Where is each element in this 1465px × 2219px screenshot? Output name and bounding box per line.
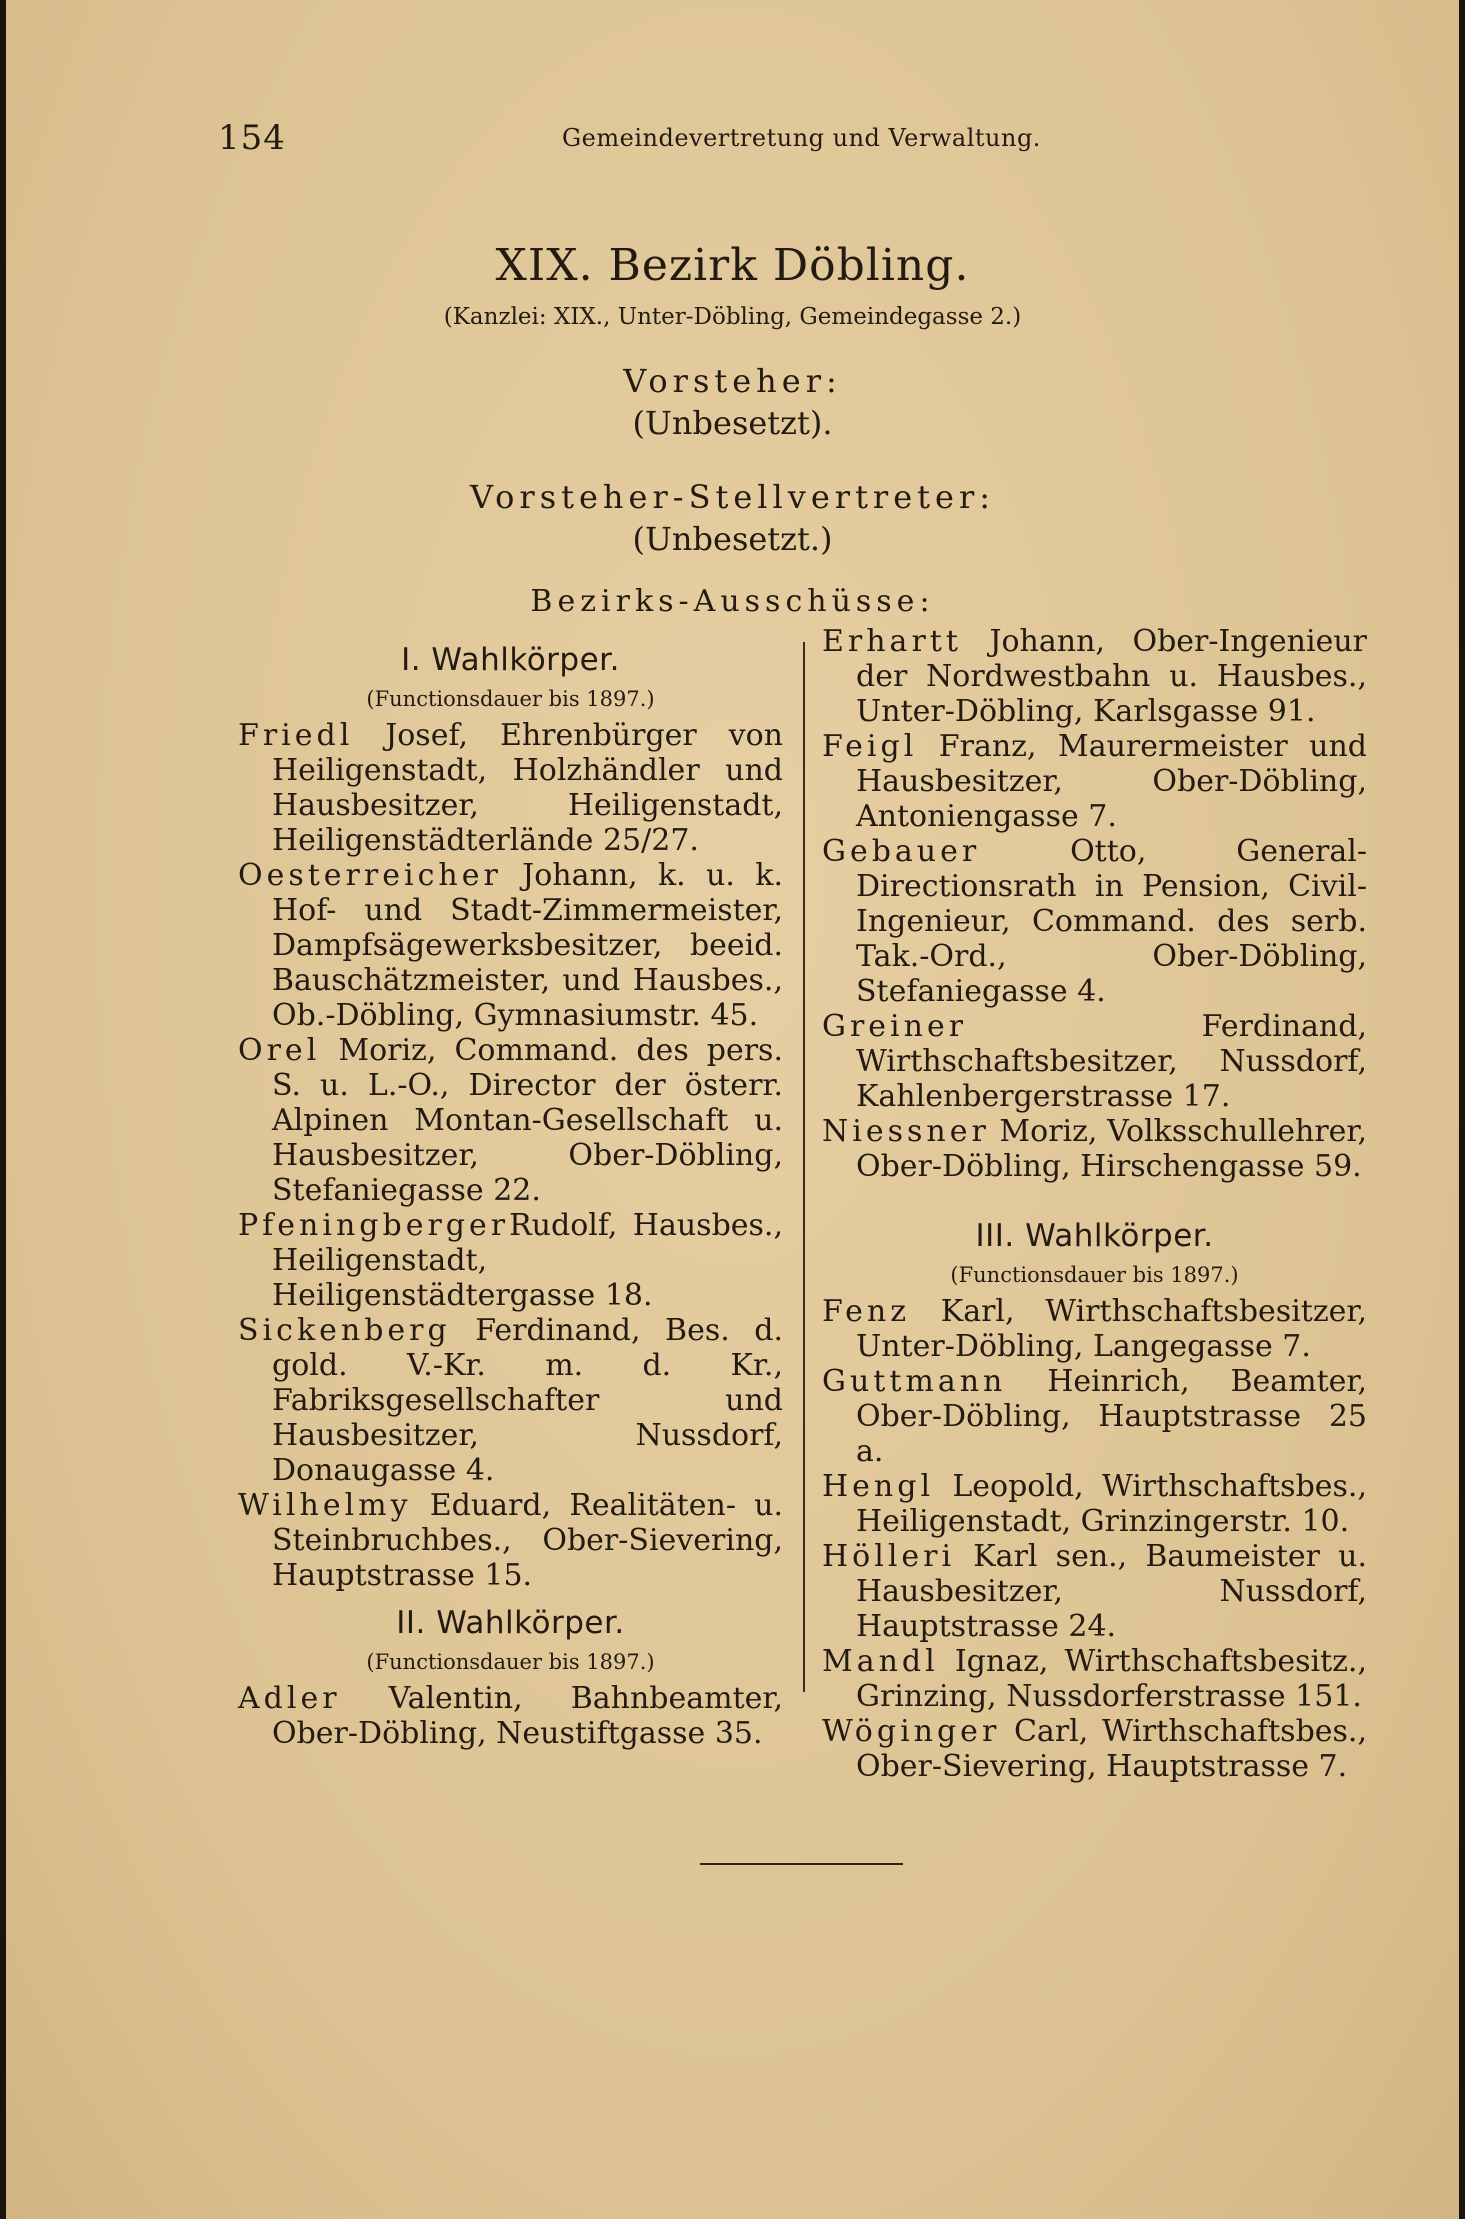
member-details: Josef, Ehrenbürger von Heiligenstadt, Holzhändler und Hausbesitzer, Heiligenstadt, Heiligenstädterlände 25/27. bbox=[272, 718, 783, 858]
list-item bbox=[238, 718, 783, 858]
member-name: Oesterreicher bbox=[238, 858, 502, 893]
member-name: Gebauer bbox=[822, 834, 981, 869]
stellvertreter-value: (Unbesetzt.) bbox=[632, 520, 833, 558]
member-name: Hölleri bbox=[822, 1539, 956, 1574]
right-column bbox=[822, 624, 1367, 1784]
book-page bbox=[6, 0, 1459, 2219]
list-item bbox=[822, 624, 1367, 729]
column-divider bbox=[803, 642, 805, 1692]
member-details: Valentin, Bahnbeamter, Ober-Döbling, Neustiftgasse 35. bbox=[272, 1681, 783, 1751]
member-details: Johann, Ober-Ingenieur der Nordwestbahn u. Hausbes., Unter-Döbling, Karlsgasse 91. bbox=[856, 624, 1367, 729]
member-name: Wöginger bbox=[822, 1714, 1001, 1749]
member-details: Rudolf, Hausbes., Heiligenstadt, Heiligenstädtergasse 18. bbox=[272, 1208, 783, 1313]
list-item bbox=[822, 1009, 1367, 1114]
list-item bbox=[238, 1313, 783, 1488]
section-title-3: III. Wahlkörper. bbox=[975, 1218, 1214, 1254]
member-name: Fenz bbox=[822, 1294, 911, 1329]
list-item bbox=[822, 1469, 1367, 1539]
member-details: Ignaz, Wirthschaftsbesitz., Grinzing, Nussdorferstrasse 151. bbox=[856, 1644, 1367, 1714]
list-item bbox=[238, 1681, 783, 1751]
left-column bbox=[238, 630, 783, 1751]
list-item bbox=[238, 1488, 783, 1593]
section-title-2: II. Wahlkörper. bbox=[396, 1605, 625, 1641]
member-name: Wilhelmy bbox=[238, 1488, 412, 1523]
section-note-1: (Functionsdauer bis 1897.) bbox=[366, 687, 655, 711]
member-name: Hengl bbox=[822, 1469, 935, 1504]
district-title: XIX. Bezirk Döbling. bbox=[495, 240, 970, 291]
list-item bbox=[238, 1033, 783, 1208]
list-item bbox=[822, 729, 1367, 834]
district-office: (Kanzlei: XIX., Unter-Döbling, Gemeindegasse 2.) bbox=[443, 304, 1022, 330]
member-name: Erhartt bbox=[822, 624, 962, 659]
list-item bbox=[822, 1294, 1367, 1364]
member-name: Mandl bbox=[822, 1644, 939, 1679]
member-name: Friedl bbox=[238, 718, 354, 753]
section-note-3: (Functionsdauer bis 1897.) bbox=[950, 1263, 1239, 1287]
vorsteher-label: Vorsteher: bbox=[623, 362, 842, 400]
member-details: Karl, Wirthschaftsbesitzer, Unter-Döbling, Langegasse 7. bbox=[856, 1294, 1367, 1364]
member-name: Niessner bbox=[822, 1114, 990, 1149]
member-name: Orel bbox=[238, 1033, 321, 1068]
member-details: Ferdinand, Wirthschaftsbesitzer, Nussdorf, Kahlenbergerstrasse 17. bbox=[856, 1009, 1367, 1114]
page-number: 154 bbox=[218, 118, 286, 158]
closing-rule bbox=[700, 1863, 903, 1865]
member-details: Otto, General-Directionsrath in Pension, Civil-Ingenieur, Command. des serb. Tak.-Ord., Ober-Döbling, Stefaniegasse 4. bbox=[856, 834, 1367, 1009]
list-item bbox=[238, 858, 783, 1033]
list-item bbox=[822, 1114, 1367, 1184]
running-title: Gemeindevertretung und Verwaltung. bbox=[562, 124, 1041, 152]
member-details: Eduard, Realitäten- u. Steinbruchbes., Ober-Sievering, Hauptstrasse 15. bbox=[272, 1488, 783, 1593]
member-details: Ferdinand, Bes. d. gold. V.-Kr. m. d. Kr., Fabriksgesellschafter und Hausbesitzer, Nussdorf, Donaugasse 4. bbox=[272, 1313, 783, 1488]
list-item bbox=[822, 1714, 1367, 1784]
stellvertreter-label: Vorsteher-Stellvertreter: bbox=[469, 478, 996, 516]
member-name: Sickenberg bbox=[238, 1313, 451, 1348]
member-details: Heinrich, Beamter, Ober-Döbling, Hauptstrasse 25 a. bbox=[856, 1364, 1367, 1469]
member-details: Moriz, Command. des pers. S. u. L.-O., Director der österr. Alpinen Montan-Gesellschaft u. Hausbesitzer, Ober-Döbling, Stefaniegasse 22. bbox=[272, 1033, 783, 1208]
ausschuesse-label: Bezirks-Ausschüsse: bbox=[530, 584, 935, 619]
member-name: Feigl bbox=[822, 729, 918, 764]
member-name: Greiner bbox=[822, 1009, 968, 1044]
list-item bbox=[822, 1644, 1367, 1714]
member-name: Guttmann bbox=[822, 1364, 1007, 1399]
member-details: Carl, Wirthschaftsbes., Ober-Sievering, Hauptstrasse 7. bbox=[856, 1714, 1367, 1784]
member-name: Adler bbox=[238, 1681, 341, 1716]
section-note-2: (Functionsdauer bis 1897.) bbox=[366, 1650, 655, 1674]
member-details: Franz, Maurermeister und Hausbesitzer, Ober-Döbling, Antoniengasse 7. bbox=[856, 729, 1367, 834]
list-item bbox=[822, 1539, 1367, 1644]
section-title-1: I. Wahlkörper. bbox=[401, 642, 620, 678]
member-details: Johann, k. u. k. Hof- und Stadt-Zimmermeister, Dampfsägewerksbesitzer, beeid. Bauschätzmeister, und Hausbes., Ob.-Döbling, Gymnasiumstr. 45. bbox=[272, 858, 783, 1033]
vorsteher-value: (Unbesetzt). bbox=[632, 404, 833, 442]
list-item bbox=[822, 834, 1367, 1009]
member-details: Moriz, Volksschullehrer, Ober-Döbling, Hirschengasse 59. bbox=[856, 1114, 1367, 1184]
list-item bbox=[822, 1364, 1367, 1469]
member-details: Leopold, Wirthschaftsbes., Heiligenstadt, Grinzingerstr. 10. bbox=[856, 1469, 1367, 1539]
member-details: Karl sen., Baumeister u. Hausbesitzer, Nussdorf, Hauptstrasse 24. bbox=[856, 1539, 1367, 1644]
member-name: Pfeningberger bbox=[238, 1208, 510, 1243]
list-item bbox=[238, 1208, 783, 1313]
section-1-entries bbox=[238, 718, 783, 1593]
